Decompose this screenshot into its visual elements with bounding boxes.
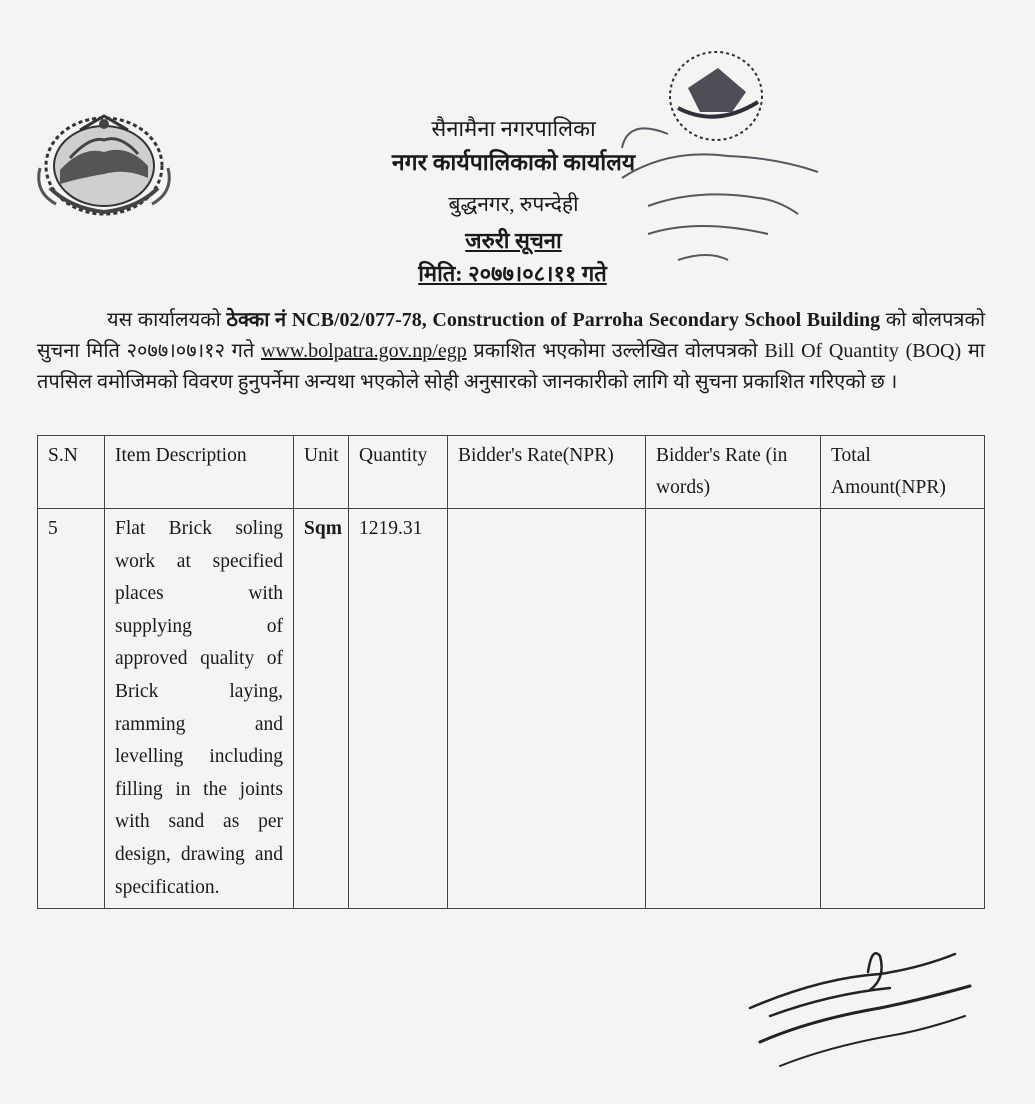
col-header-rate-words: Bidder's Rate (in words) (646, 436, 821, 509)
cell-description: Flat Brick soling work at specified places with supplying of approved quality of Brick laying, ramming and levelling including filling in the joints with sand as per design, drawing and specification. (105, 509, 294, 909)
notice-date: मिति: २०७७।०८।११ गते (418, 261, 607, 286)
col-header-sn: S.N (38, 436, 105, 509)
cell-rate (448, 509, 646, 909)
notice-body (37, 305, 985, 398)
body-text-start: यस कार्यालयको (107, 309, 227, 331)
office-address: बुद्धनगर, रुपन्देही (448, 192, 579, 216)
cell-sn: 5 (38, 509, 105, 909)
cell-rate-words (646, 509, 821, 909)
col-header-rate: Bidder's Rate(NPR) (448, 436, 646, 509)
body-text-end: प्रकाशित भएकोमा उल्लेखित वोलपत्रको Bill Of Quantity (BOQ) मा तपसिल वमोजिमको विवरण हुनुपर्नेमा अन्यथा भएकोले सोही अनुसारको जानकारीको लागि यो सुचना प्रकाशित गरिएको छ । (37, 340, 985, 393)
col-header-total: Total Amount(NPR) (821, 436, 985, 509)
table-header-row (38, 436, 985, 509)
cell-total (821, 509, 985, 909)
col-header-description: Item Description (105, 436, 294, 509)
municipality-name: सैनामैना नगरपालिका (431, 116, 596, 141)
cell-quantity: 1219.31 (349, 509, 448, 909)
contract-reference: ठेक्का नं NCB/02/077-78, Construction of Parroha Secondary School Building (226, 309, 881, 331)
body-text-mid: को बोलपत्रको सुचना मिति २०७७।०७।१२ गते (37, 309, 986, 362)
table-row (38, 509, 985, 909)
boq-table (37, 435, 985, 909)
bolpatra-link[interactable]: www.bolpatra.gov.np/egp (261, 340, 467, 362)
col-header-unit: Unit (294, 436, 349, 509)
col-header-quantity: Quantity (349, 436, 448, 509)
notice-title: जरुरी सूचना (465, 228, 562, 253)
cell-unit: Sqm (294, 509, 349, 909)
handwritten-signature (730, 938, 980, 1088)
office-name: नगर कार्यपालिकाको कार्यालय (391, 150, 636, 175)
